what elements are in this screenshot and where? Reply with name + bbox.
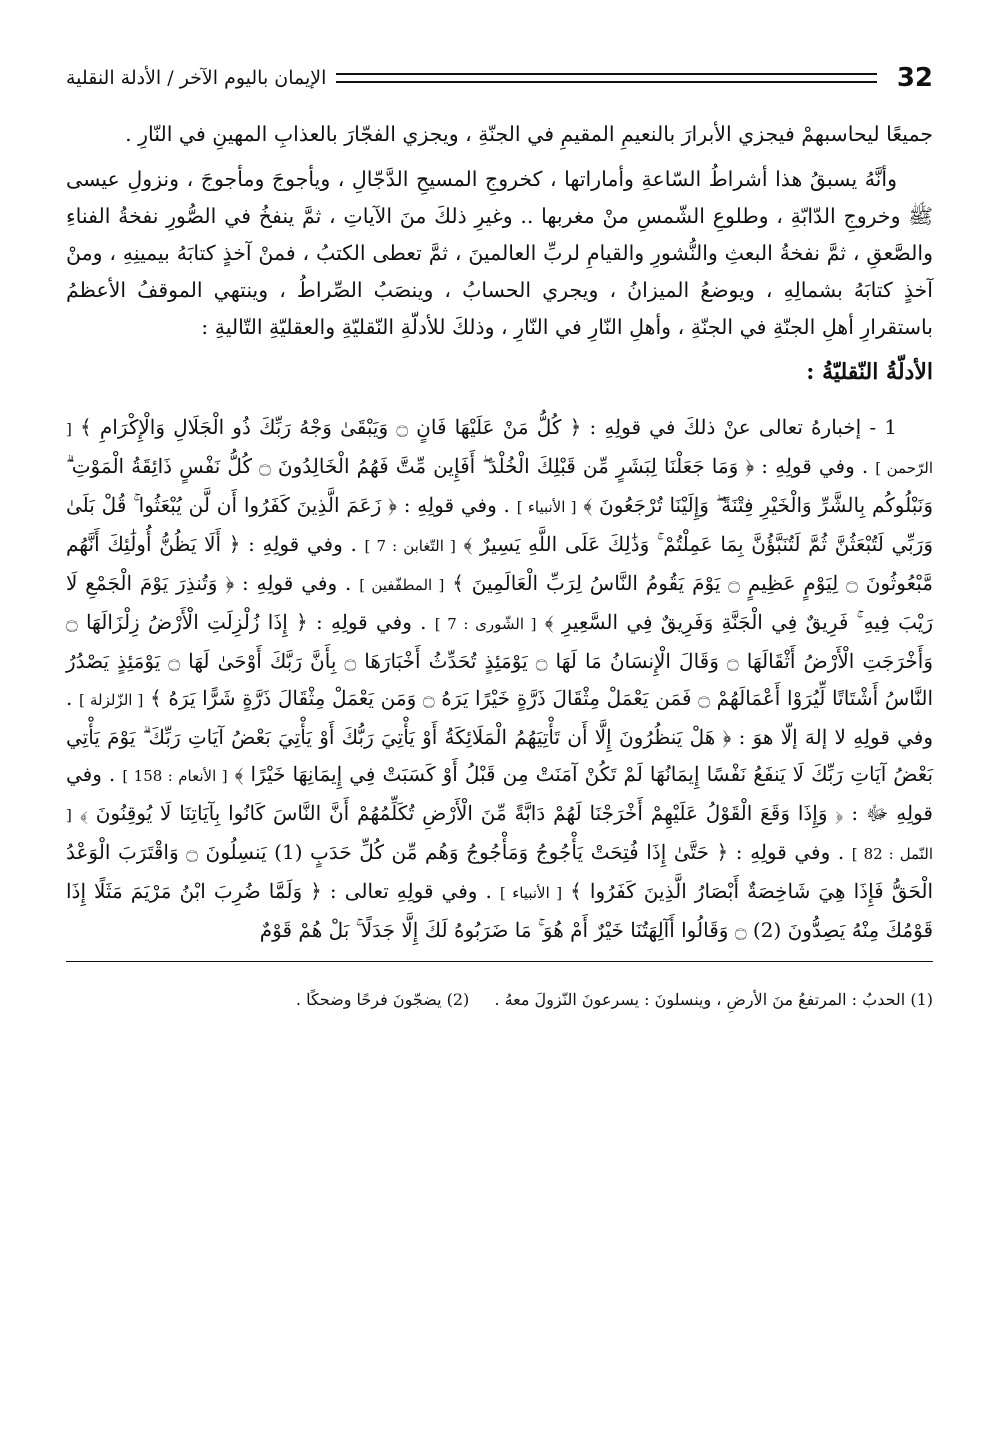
paragraph-signs: وأنَّهُ يسبقُ هذا أشراطُ السّاعةِ وأماراتها ، كخروجِ المسيحِ الدَّجّالِ ، ويأجوجَ ومأجوجَ ، ونزولِ عيسى ﷺ وخروجِ الدّابّةِ ، وطلوعِ الشّمسِ منْ مغربها .. وغيرِ ذلكَ منَ الآياتِ ، ثمَّ ينفخُ في الصُّورِ نفخةُ الفناءِ والصَّعقِ ، ثمَّ نفخةُ البعثِ والنُّشورِ والقيامِ لربِّ العالمينَ ، ثمَّ تعطى الكتبُ ، فمنْ آخذٍ كتابَهُ بيمينِهِ ، ومنْ آخذٍ كتابَهُ بشمالِهِ ، ويوضعُ الميزانُ ، ويجري الحسابُ ، وينصَبُ الصِّراطُ ، وينتهي الموقفُ الأعظمُ باستقرارِ أهلِ الجنّةِ في الجنّةِ ، وأهلِ النّارِ في النّارِ ، وذلكَ للأدلّةِ النّقليّةِ والعقليّةِ التّاليةِ : [66, 167, 933, 339]
footnotes [66, 988, 933, 1012]
surah-reference: [ الأنبياء ] [499, 884, 563, 902]
surah-reference: [ الأنبياء ] [516, 498, 577, 516]
surah-reference: [ الأنعام : 158 ] [122, 767, 228, 785]
evidence-text: . وفي قولِهِ تعالى : ﴿ وَلَمَّا ضُرِبَ ابْنُ مَرْيَمَ مَثَلًا إِذَا قَوْمُكَ مِنْهُ يَصِدُّونَ (2) ۝ وَقَالُوا أَآلِهَتُنَا خَيْرٌ أَمْ هُوَ ۚ مَا ضَرَبُوهُ لَكَ إِلَّا جَدَلًا ۚ بَلْ هُمْ قَوْمٌ [66, 879, 933, 942]
section-heading: الأدلّةُ النّقليّةُ : [806, 359, 933, 385]
evidence-text: . وفي قولِهِ : ﴿ إِذَا زُلْزِلَتِ الْأَرْضُ زِلْزَالَهَا ۝ وَأَخْرَجَتِ الْأَرْضُ أَثْقَالَهَا ۝ وَقَالَ الْإِنسَانُ مَا لَهَا ۝ يَوْمَئِذٍ تُحَدِّثُ أَخْبَارَهَا ۝ بِأَنَّ رَبَّكَ أَوْحَىٰ لَهَا ۝ يَوْمَئِذٍ يَصْدُرُ النَّاسُ أَشْتَاتًا لِّيُرَوْا أَعْمَالَهُمْ ۝ فَمَن يَعْمَلْ مِثْقَالَ ذَرَّةٍ خَيْرًا يَرَهُ ۝ وَمَن يَعْمَلْ مِثْقَالَ ذَرَّةٍ شَرًّا يَرَهُ ﴾ [66, 610, 934, 710]
surah-reference: [ المطفّفين ] [359, 576, 445, 594]
surah-reference: [ الرّحمن ] [66, 420, 934, 477]
footnote-2: (2) يضجّونَ فرحًا وضحكًا . [295, 990, 470, 1009]
page-header [66, 58, 933, 98]
evidence-text: . وفي قولِهِ : ﴿ وَتُنذِرَ يَوْمَ الْجَمْعِ لَا رَيْبَ فِيهِ ۚ فَرِيقٌ فِي الْجَنَّةِ وَفَرِيقٌ فِي السَّعِيرِ ﴾ [66, 571, 933, 634]
evidence-text: . وفي قولِهِ : ﴿ زَعَمَ الَّذِينَ كَفَرُوا أَن لَّن يُبْعَثُوا ۚ قُلْ بَلَىٰ وَرَبِّي لَتُبْعَثُنَّ ثُمَّ لَتُنَبَّؤُنَّ بِمَا عَمِلْتُمْ ۚ وَذَٰلِكَ عَلَى اللَّهِ يَسِيرٌ ﴾ [66, 493, 934, 556]
surah-reference: [ التّغابن : 7 ] [364, 537, 456, 555]
evidence-text: . وفي قولِهِ : ﴿ حَتَّىٰ إِذَا فُتِحَتْ يَأْجُوجُ وَمَأْجُوجُ وَهُم مِّن كُلِّ حَدَبٍ (1) يَنسِلُونَ ۝ وَاقْتَرَبَ الْوَعْدُ الْحَقُّ فَإِذَا هِيَ شَاخِصَةٌ أَبْصَارُ الَّذِينَ كَفَرُوا ﴾ [66, 840, 934, 903]
evidence-text: . وفي قولِهِ ﷻ : ﴿ وَإِذَا وَقَعَ الْقَوْلُ عَلَيْهِمْ أَخْرَجْنَا لَهُمْ دَابَّةً مِّنَ الْأَرْضِ تُكَلِّمُهُمْ أَنَّ النَّاسَ كَانُوا بِآيَاتِنَا لَا يُوقِنُونَ ﴾ [66, 762, 933, 825]
header-rule [336, 73, 876, 83]
evidence-text: 1 - إخبارهُ تعالى عنْ ذلكَ في قولِهِ : ﴿ كُلُّ مَنْ عَلَيْهَا فَانٍ ۝ وَيَبْقَىٰ وَجْهُ رَبِّكَ ذُو الْجَلَالِ وَالْإِكْرَامِ ﴾ [80, 415, 898, 439]
surah-reference: [ النّمل : 82 ] [66, 806, 933, 863]
evidence-paragraph [66, 409, 933, 949]
surah-reference: [ الزّلزلة ] [79, 691, 144, 709]
evidence-text: . وفي قولِهِ لا إلهَ إلّا هوَ : ﴿ هَلْ يَنظُرُونَ إِلَّا أَن تَأْتِيَهُمُ الْمَلَائِكَةُ أَوْ يَأْتِيَ رَبُّكَ أَوْ يَأْتِيَ بَعْضُ آيَاتِ رَبِّكَ ۗ يَوْمَ يَأْتِي بَعْضُ آيَاتِ رَبِّكَ لَا يَنفَعُ نَفْسًا إِيمَانُهَا لَمْ تَكُنْ آمَنَتْ مِن قَبْلُ أَوْ كَسَبَتْ فِي إِيمَانِهَا خَيْرًا ﴾ [66, 686, 934, 786]
running-title: الإيمان باليوم الآخر / الأدلة النقلية [66, 67, 327, 89]
evidence-text: . وفي قولِهِ : ﴿ وَمَا جَعَلْنَا لِبَشَرٍ مِّن قَبْلِكَ الْخُلْدَ ۖ أَفَإِين مِّتَّ فَهُمُ الْخَالِدُونَ ۝ كُلُّ نَفْسٍ ذَائِقَةُ الْمَوْتِ ۗ وَنَبْلُوكُم بِالشَّرِّ وَالْخَيْرِ فِتْنَةً ۖ وَإِلَيْنَا تُرْجَعُونَ ﴾ [66, 454, 934, 517]
footnote-rule [66, 961, 933, 962]
page-number: 32 [896, 63, 933, 93]
page-body [66, 116, 933, 949]
paragraph-continuation: جميعًا ليحاسبهمْ فيجزي الأبرارَ بالنعيمِ المقيمِ في الجنّةِ ، ويجزي الفجّارَ بالعذابِ المهينِ في النّارِ . [125, 122, 933, 146]
surah-reference: [ الشّورى : 7 ] [434, 615, 537, 633]
evidence-text: . وفي قولِهِ : ﴿ أَلَا يَظُنُّ أُولَٰئِكَ أَنَّهُم مَّبْعُوثُونَ ۝ لِيَوْمٍ عَظِيمٍ ۝ يَوْمَ يَقُومُ النَّاسُ لِرَبِّ الْعَالَمِينَ ﴾ [66, 532, 934, 595]
footnote-1: (1) الحدبُ : المرتفعُ منَ الأرضِ ، وينسلونَ : يسرعونَ النّزولَ معهُ . [494, 990, 933, 1009]
